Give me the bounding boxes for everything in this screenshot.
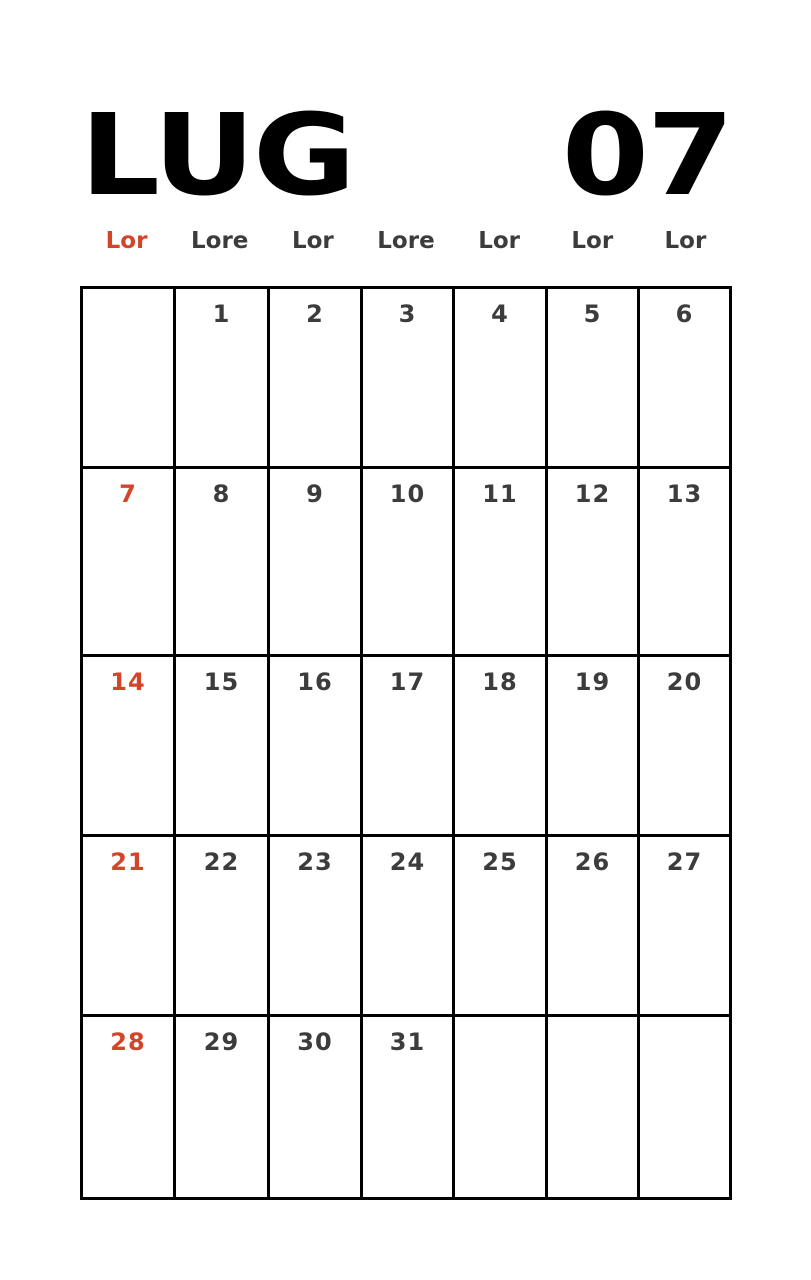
weekday-label-sunday: Lor <box>105 228 148 254</box>
day-number: 30 <box>297 1028 333 1056</box>
day-number: 31 <box>389 1028 426 1056</box>
day-number: 3 <box>398 300 417 328</box>
day-cell[interactable] <box>83 289 176 469</box>
day-cell[interactable] <box>176 469 270 657</box>
day-cell[interactable] <box>640 289 729 469</box>
day-cell[interactable] <box>363 469 455 657</box>
day-cell[interactable] <box>176 289 270 469</box>
day-cell[interactable] <box>548 837 640 1017</box>
day-number: 26 <box>574 848 611 876</box>
weekday-label-saturday: Lor <box>664 228 707 254</box>
weekday-header-row <box>80 226 732 256</box>
day-cell[interactable] <box>83 657 176 837</box>
day-number: 14 <box>110 668 146 696</box>
day-cell[interactable] <box>270 289 363 469</box>
day-cell[interactable] <box>83 469 176 657</box>
day-cell[interactable] <box>176 1017 270 1197</box>
day-number: 6 <box>675 300 694 328</box>
day-cell[interactable] <box>455 1017 548 1197</box>
day-cell[interactable] <box>176 657 270 837</box>
day-cell[interactable] <box>83 1017 176 1197</box>
day-cell[interactable] <box>640 657 729 837</box>
day-cell[interactable] <box>270 1017 363 1197</box>
day-number: 15 <box>203 668 240 696</box>
day-number: 29 <box>203 1028 240 1056</box>
day-number: 28 <box>110 1028 146 1056</box>
day-cell[interactable] <box>363 837 455 1017</box>
day-number: 1 <box>212 300 231 328</box>
day-cell[interactable] <box>455 837 548 1017</box>
weekday-label-wednesday: Lore <box>377 228 435 254</box>
day-cell[interactable] <box>363 289 455 469</box>
day-cell[interactable] <box>548 469 640 657</box>
day-cell[interactable] <box>83 837 176 1017</box>
day-cell[interactable] <box>548 289 640 469</box>
day-number: 24 <box>389 848 426 876</box>
month-number: 07 <box>561 91 732 221</box>
day-number: 5 <box>583 300 602 328</box>
day-number: 20 <box>666 668 703 696</box>
day-cell[interactable] <box>455 289 548 469</box>
day-cell[interactable] <box>640 1017 729 1197</box>
month-title: LUG <box>80 91 354 221</box>
day-number: 9 <box>306 480 324 508</box>
day-cell[interactable] <box>270 469 363 657</box>
day-number: 12 <box>574 480 611 508</box>
day-cell[interactable] <box>363 657 455 837</box>
day-number: 7 <box>119 480 137 508</box>
day-number: 19 <box>574 668 611 696</box>
calendar-grid <box>80 286 732 1200</box>
weekday-label-tuesday: Lor <box>291 228 334 254</box>
day-number: 10 <box>389 480 426 508</box>
weekday-label-monday: Lore <box>191 228 249 254</box>
day-number: 2 <box>306 300 324 328</box>
day-number: 17 <box>389 668 426 696</box>
day-cell[interactable] <box>455 469 548 657</box>
day-cell[interactable] <box>640 837 729 1017</box>
day-cell[interactable] <box>176 837 270 1017</box>
day-number: 23 <box>297 848 333 876</box>
day-number: 11 <box>482 480 518 508</box>
day-cell[interactable] <box>548 1017 640 1197</box>
day-number: 16 <box>297 668 333 696</box>
day-number: 21 <box>110 848 146 876</box>
day-number: 4 <box>491 300 509 328</box>
day-number: 22 <box>203 848 240 876</box>
day-cell[interactable] <box>270 657 363 837</box>
day-number: 13 <box>666 480 703 508</box>
day-cell[interactable] <box>363 1017 455 1197</box>
day-cell[interactable] <box>270 837 363 1017</box>
day-number: 8 <box>212 480 231 508</box>
day-cell[interactable] <box>548 657 640 837</box>
day-cell[interactable] <box>455 657 548 837</box>
weekday-label-thursday: Lor <box>478 228 521 254</box>
day-number: 27 <box>666 848 703 876</box>
day-number: 18 <box>482 668 518 696</box>
day-number: 25 <box>482 848 518 876</box>
day-cell[interactable] <box>640 469 729 657</box>
weekday-label-friday: Lor <box>571 228 614 254</box>
